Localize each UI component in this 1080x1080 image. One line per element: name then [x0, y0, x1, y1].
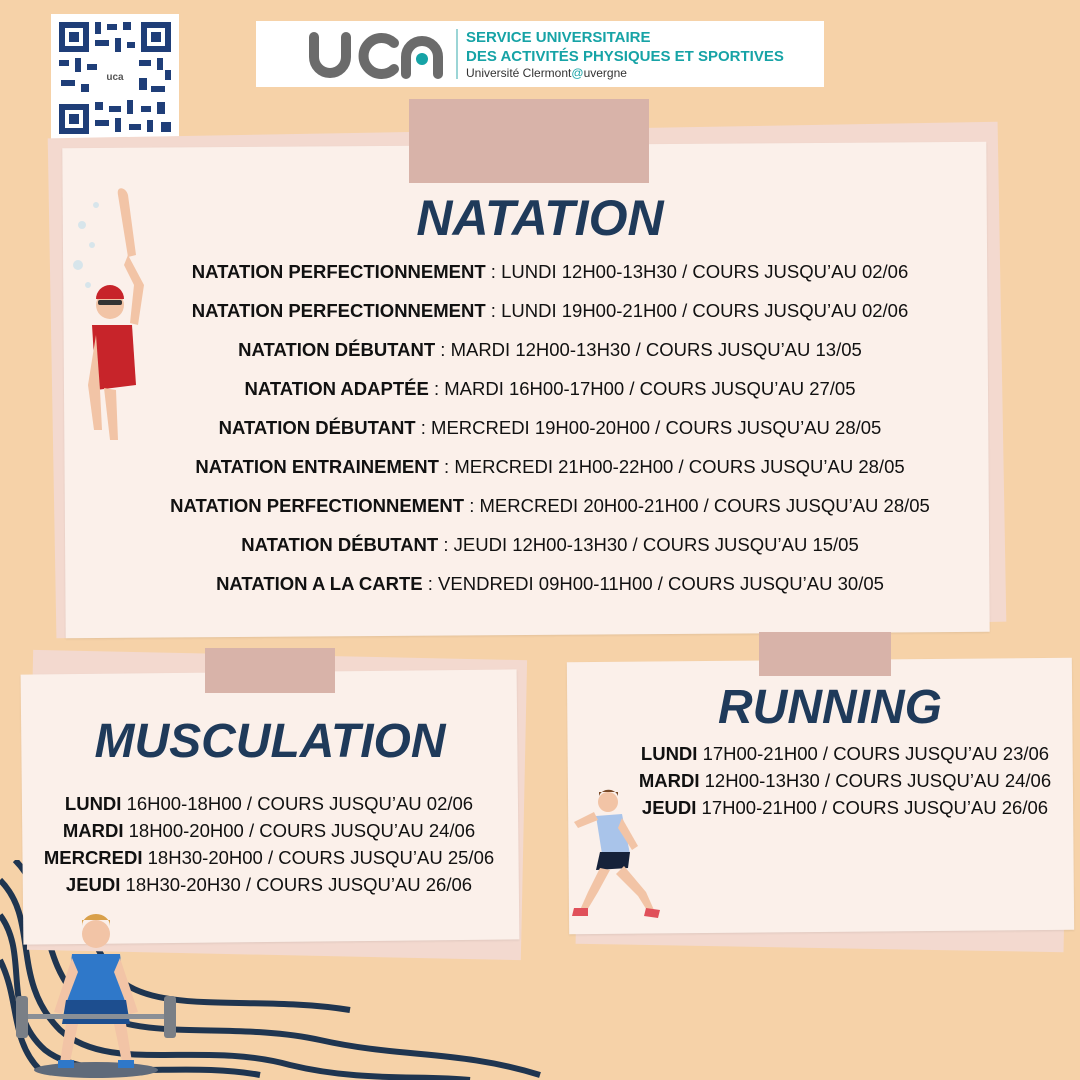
musculation-title: MUSCULATION: [94, 715, 446, 768]
running-schedule-item: LUNDI 17H00-21H00 / COURS JUSQU’AU 23/06: [640, 743, 1050, 764]
musculation-schedule-item: LUNDI 16H00-18H00 / COURS JUSQU’AU 02/06: [64, 793, 474, 814]
natation-schedule-item: NATATION PERFECTIONNEMENT : LUNDI 12H00-13H30 / COURS JUSQU’AU 02/06: [191, 261, 909, 282]
swimmer-icon: [70, 185, 165, 450]
natation-schedule-item: NATATION A LA CARTE : VENDREDI 09H00-11H00 / COURS JUSQU’AU 30/05: [216, 573, 884, 594]
weightlifter-icon: [14, 912, 179, 1080]
natation-schedule-item: NATATION ADAPTÉE : MARDI 16H00-17H00 / COURS JUSQU’AU 27/05: [244, 378, 856, 399]
natation-schedule-item: NATATION ENTRAINEMENT : MERCREDI 21H00-22H00 / COURS JUSQU’AU 28/05: [195, 456, 905, 477]
running-schedule-item: MARDI 12H00-13H30 / COURS JUSQU’AU 24/06: [638, 770, 1052, 791]
natation-schedule-item: NATATION DÉBUTANT : JEUDI 12H00-13H30 / COURS JUSQU’AU 15/05: [241, 534, 859, 555]
runner-icon: [568, 788, 668, 924]
running-schedule-item: JEUDI 17H00-21H00 / COURS JUSQU’AU 26/06: [641, 797, 1049, 818]
running-title: RUNNING: [718, 681, 942, 734]
running-schedule-list: [610, 740, 1080, 821]
org-name-line1: SERVICE UNIVERSITAIRE: [466, 29, 651, 46]
qr-code[interactable]: [51, 14, 179, 142]
uca-logo-icon: [306, 29, 446, 79]
musculation-schedule-item: MARDI 18H00-20H00 / COURS JUSQU’AU 24/06: [62, 820, 476, 841]
natation-schedule-item: NATATION DÉBUTANT : MARDI 12H00-13H30 / COURS JUSQU’AU 13/05: [238, 339, 862, 360]
musculation-schedule-item: JEUDI 18H30-20H30 / COURS JUSQU’AU 26/06: [65, 874, 473, 895]
musculation-schedule-item: MERCREDI 18H30-20H00 / COURS JUSQU’AU 25/06: [43, 847, 495, 868]
qr-code-icon: [51, 14, 179, 142]
university-name: Université Clermont@uvergne: [466, 66, 627, 80]
logo-banner: [256, 21, 824, 87]
natation-title: NATATION: [416, 190, 664, 246]
musculation-schedule-list: [24, 790, 514, 898]
natation-schedule-item: NATATION PERFECTIONNEMENT : LUNDI 19H00-21H00 / COURS JUSQU’AU 02/06: [191, 300, 909, 321]
natation-schedule-list: [120, 252, 980, 603]
musculation-tape: [205, 648, 335, 693]
org-name-line2: DES ACTIVITÉS PHYSIQUES ET SPORTIVES: [466, 48, 784, 65]
running-tape: [759, 632, 891, 676]
natation-tape: [409, 99, 649, 183]
natation-schedule-item: NATATION PERFECTIONNEMENT : MERCREDI 20H00-21H00 / COURS JUSQU’AU 28/05: [170, 495, 930, 516]
natation-schedule-item: NATATION DÉBUTANT : MERCREDI 19H00-20H00 / COURS JUSQU’AU 28/05: [218, 417, 882, 438]
svg-text:uca: uca: [106, 72, 124, 83]
